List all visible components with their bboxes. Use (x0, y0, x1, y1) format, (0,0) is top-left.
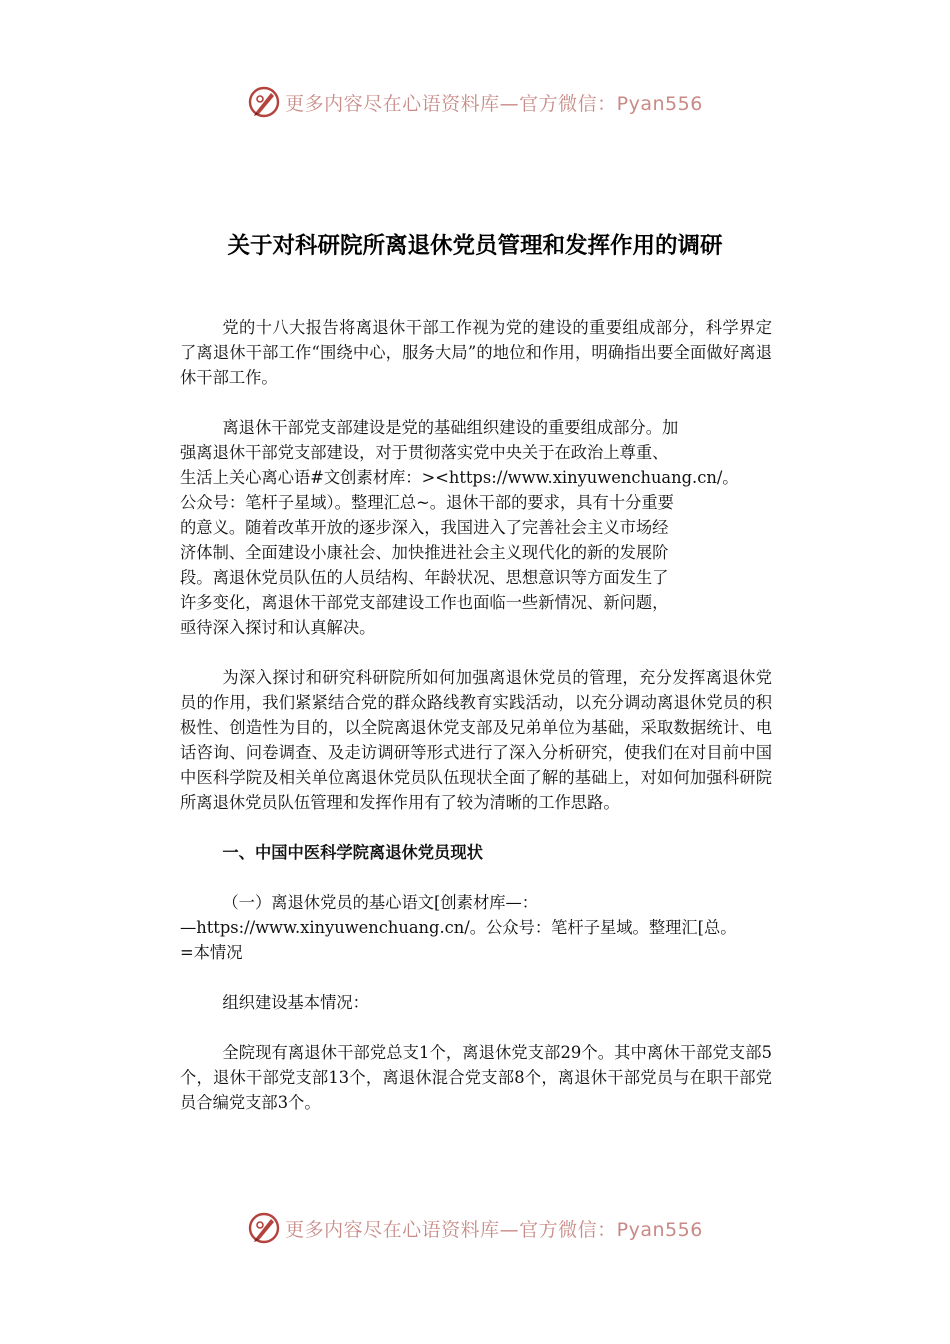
paragraph-org-label: 组织建设基本情况： (222, 993, 369, 1012)
subsection-heading (180, 890, 772, 965)
section-heading: 一、中国中医科学院离退休党员现状 (222, 843, 483, 862)
paragraph-intro: 党的十八大报告将离退休干部工作视为党的建设的重要组成部分，科学界定了离退休干部工作“围绕中心，服务大局”的地位和作用，明确指出要全面做好离退休干部工作。 (180, 318, 772, 387)
paragraph-line: 离退休干部党支部建设是党的基础组织建设的重要组成部分。加 (222, 418, 679, 437)
paragraph-line: （一）离退休党员的基心语文[创素材库—： (222, 893, 539, 912)
pen-logo-icon (247, 1211, 281, 1245)
paragraph-line: —https://www.xinyuwenchuang.cn/。公众号：笔杆子星域。整理汇[总。 (180, 918, 737, 937)
document-title: 关于对科研院所离退休党员管理和发挥作用的调研 (227, 233, 723, 259)
footer-banner-text: 更多内容尽在心语资料库—官方微信：Pyan556 (285, 1218, 703, 1241)
paragraph-party-branch (180, 415, 772, 640)
paragraph-research-purpose: 为深入探讨和研究科研院所如何加强离退休党员的管理，充分发挥离退休党员的作用，我们紧紧结合党的群众路线教育实践活动，以充分调动离退休党员的积极性、创造性为目的，以全院离退休党支部及兄弟单位为基础，采取数据统计、电话咨询、问卷调查、及走访调研等形式进行了深入分析研究，使我们在对目前中国中医科学院及相关单位离退休党员队伍现状全面了解的基础上，对如何加强科研院所离退休党员队伍管理和发挥作用有了较为清晰的工作思路。 (180, 668, 772, 812)
paragraph-line: =本情况 (180, 943, 243, 962)
document-body (180, 315, 772, 1140)
pen-logo-icon (247, 85, 281, 119)
paragraph-line: 生活上关心离心语#文创素材库：><https://www.xinyuwenchuang.cn/。 (180, 468, 739, 487)
paragraph-line: 强离退休干部党支部建设，对于贯彻落实党中央关于在政治上尊重、 (180, 443, 669, 462)
header-banner-text: 更多内容尽在心语资料库—官方微信：Pyan556 (285, 92, 703, 115)
paragraph-line: 段。离退休党员队伍的人员结构、年龄状况、思想意识等方面发生了 (180, 568, 669, 587)
paragraph-line: 公众号：笔杆子星域）。整理汇总~。退休干部的要求，具有十分重要 (180, 493, 674, 512)
paragraph-org-stats: 全院现有离退休干部党总支1个，离退休党支部29个。其中离休干部党支部5个，退休干部党支部13个，离退休混合党支部8个，离退休干部党员与在职干部党员合编党支部3个。 (180, 1043, 772, 1112)
header-banner (0, 82, 950, 122)
paragraph-line: 许多变化，离退休干部党支部建设工作也面临一些新情况、新问题， (180, 593, 669, 612)
paragraph-line: 济体制、全面建设小康社会、加快推进社会主义现代化的新的发展阶 (180, 543, 669, 562)
paragraph-line: 的意义。随着改革开放的逐步深入，我国进入了完善社会主义市场经 (180, 518, 669, 537)
paragraph-line: 亟待深入探讨和认真解决。 (180, 618, 376, 637)
footer-banner (0, 1208, 950, 1248)
